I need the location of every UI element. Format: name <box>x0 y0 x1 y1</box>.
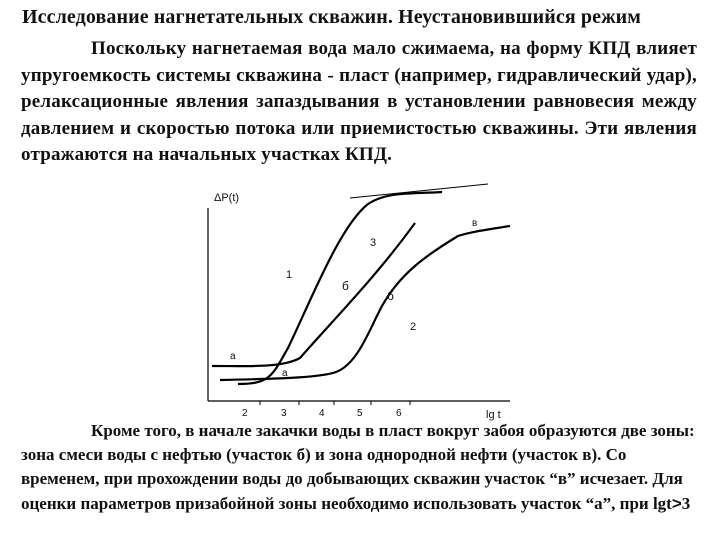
tangent-line <box>350 184 488 198</box>
x-tick-label: 5 <box>357 408 363 419</box>
paragraph-2-text: Кроме того, в начале закачки воды в пласт вокруг забоя образуются две зоны: зона смеси воды с нефтью (участок б) и зона однородной нефти (участок в). Со временем, при прохождении воды до добывающих скважин участок “в” исчезает. Для оценки параметров призабойной зоны необходимо использовать участок “а”, при lgt <box>21 421 695 513</box>
segment-a-label: а <box>282 368 288 379</box>
x-tick-label: 4 <box>319 408 325 419</box>
segment-b-label: б <box>387 289 394 303</box>
segment-v-label: в <box>472 218 478 229</box>
paragraph-2 <box>21 419 697 516</box>
x-tick-label: 3 <box>281 408 287 419</box>
curve-1 <box>238 192 442 384</box>
paragraph-2-end: 3 <box>681 493 691 513</box>
x-axis-label: lg t <box>486 409 501 421</box>
segment-a-label: а <box>230 351 236 362</box>
slide-title: Исследование нагнетательных скважин. Неустановившийся режим <box>22 6 642 28</box>
pressure-buildup-graph <box>190 178 530 424</box>
paragraph-1: Поскольку нагнетаемая вода мало сжимаема, на форму КПД влияет упругоемкость системы скважина - пласт (например, гидравлический удар), релаксационные явления запаздывания в установлении равновесия между давлением и скоростью потока или приемистостью скважины. Эти явления отражаются на начальных участках КПД. <box>21 38 697 166</box>
y-axis-label: ΔP(t) <box>214 192 240 204</box>
curve-1-label: 1 <box>286 269 293 281</box>
curve-3-label: 3 <box>370 237 377 249</box>
curve-2 <box>220 226 510 380</box>
segment-b-label: б <box>342 279 349 293</box>
x-tick-label: 2 <box>242 408 248 419</box>
x-tick-label: 6 <box>396 408 402 419</box>
greater-than-symbol: > <box>671 493 682 513</box>
curve-2-label: 2 <box>410 321 417 333</box>
